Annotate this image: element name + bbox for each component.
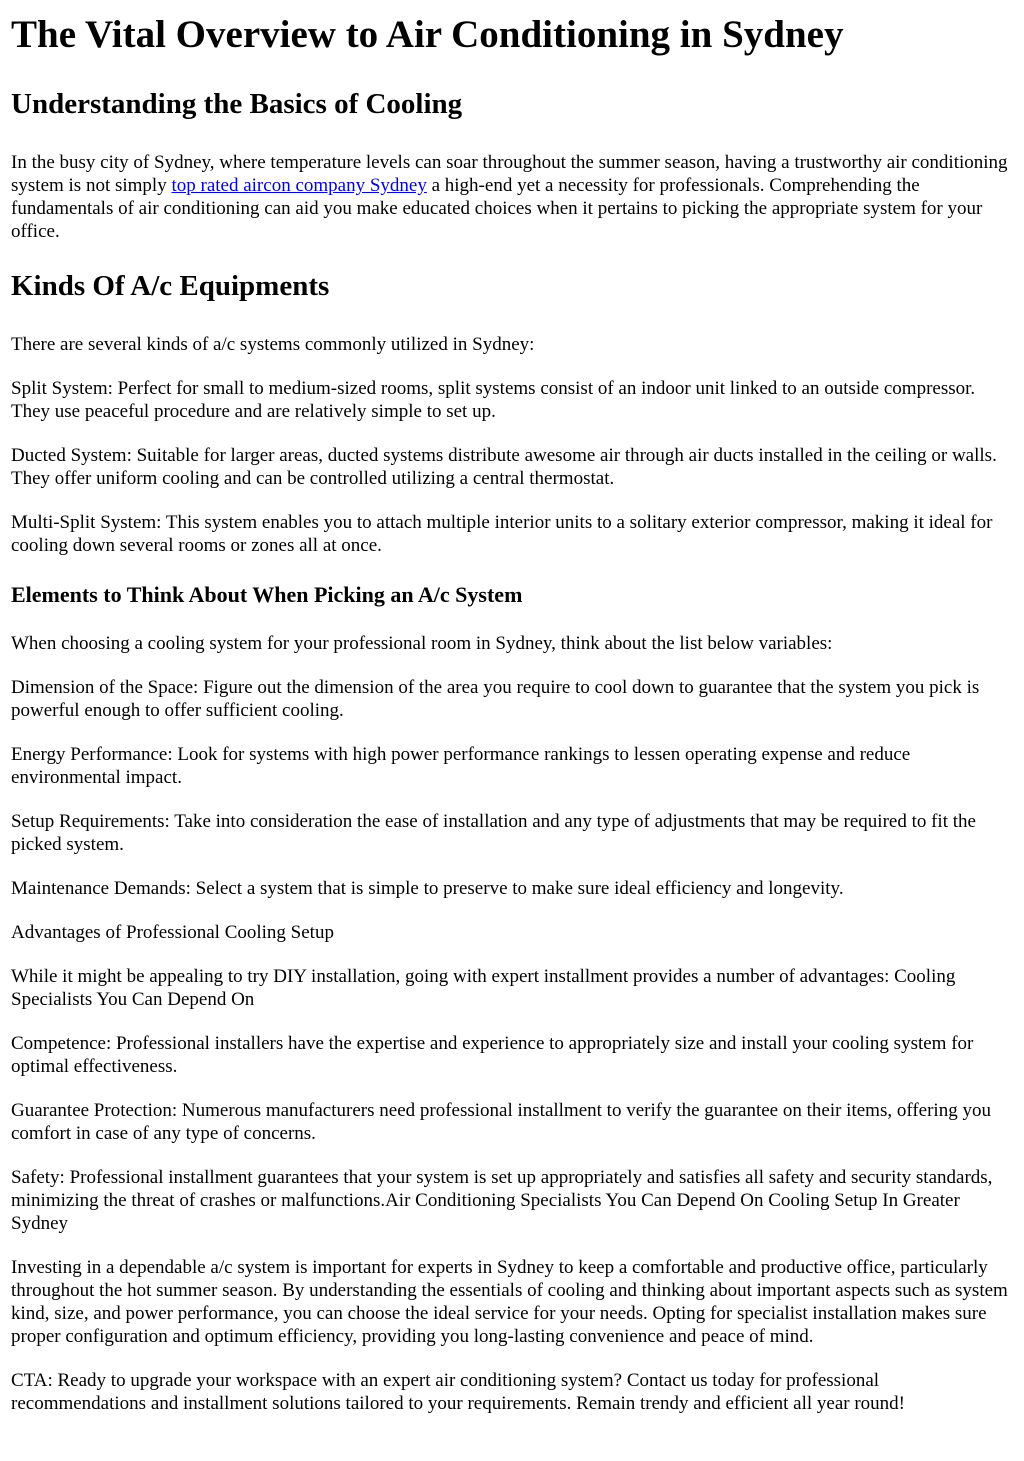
section-heading-elements: Elements to Think About When Picking an A/c System [11,582,523,607]
paragraph-energy-performance: Energy Performance: Look for systems with high power performance rankings to lessen operating expense and reduce environmental impact. [11,744,911,788]
intro-text-before-link: In the busy city of Sydney, where temperature levels can soar throughout the summer season, having a trustworthy air conditioning system is not simply [11,152,1008,196]
advantages-label: Advantages of Professional Cooling Setup [11,922,334,943]
intro-paragraph [11,151,1014,243]
paragraph-space-dimension: Dimension of the Space: Figure out the dimension of the area you require to cool down to guarantee that the system you pick is powerful enough to offer sufficient cooling. [11,677,980,721]
aircon-company-link[interactable]: top rated aircon company Sydney [171,175,427,196]
kinds-intro-paragraph: There are several kinds of a/c systems commonly utilized in Sydney: [11,334,535,355]
paragraph-safety: Safety: Professional installment guarantees that your system is set up appropriately and satisfies all safety and security standards, minimizing the threat of crashes or malfunctions.Air Conditioning Specialists You Can Depend On Cooling Setup In Greater Sydney [11,1167,993,1234]
section-heading-basics: Understanding the Basics of Cooling [11,88,463,120]
paragraph-guarantee-protection: Guarantee Protection: Numerous manufacturers need professional installment to verify the guarantee on their items, offering you comfort in case of any type of concerns. [11,1100,991,1144]
page-title: The Vital Overview to Air Conditioning in Sydney [11,13,844,56]
paragraph-split-system: Split System: Perfect for small to medium-sized rooms, split systems consist of an indoor unit linked to an outside compressor. They use peaceful procedure and are relatively simple to set up. [11,378,976,422]
paragraph-setup-requirements: Setup Requirements: Take into consideration the ease of installation and any type of adjustments that may be required to fit the picked system. [11,811,976,855]
paragraph-maintenance-demands: Maintenance Demands: Select a system that is simple to preserve to make sure ideal efficiency and longevity. [11,878,844,899]
paragraph-ducted-system: Ducted System: Suitable for larger areas, ducted systems distribute awesome air through air ducts installed in the ceiling or walls. They offer uniform cooling and can be controlled utilizing a central thermostat. [11,445,997,489]
section-heading-kinds: Kinds Of A/c Equipments [11,270,330,302]
conclusion-paragraph: Investing in a dependable a/c system is important for experts in Sydney to keep a comfortable and productive office, particularly throughout the hot summer season. By understanding the essentials of cooling and thinking about important aspects such as system kind, size, and power performance, you can choose the ideal service for your needs. Opting for specialist installation makes sure proper configuration and optimum efficiency, providing you long-lasting convenience and peace of mind. [11,1257,1008,1347]
elements-intro-paragraph: When choosing a cooling system for your professional room in Sydney, think about the list below variables: [11,633,833,654]
intro-text-after-link: a high-end yet a necessity for professionals. Comprehending the fundamentals of air conditioning can aid you make educated choices when it pertains to picking the appropriate system for your office. [11,175,983,242]
paragraph-competence: Competence: Professional installers have the expertise and experience to appropriately size and install your cooling system for optimal effectiveness. [11,1033,974,1077]
article [0,13,1024,1415]
advantages-intro-paragraph: While it might be appealing to try DIY installation, going with expert installment provides a number of advantages: Cooling Specialists You Can Depend On [11,966,956,1010]
paragraph-multi-split-system: Multi-Split System: This system enables you to attach multiple interior units to a solitary exterior compressor, making it ideal for cooling down several rooms or zones all at once. [11,512,993,556]
cta-paragraph: CTA: Ready to upgrade your workspace with an expert air conditioning system? Contact us today for professional recommendations and installment solutions tailored to your requirements. Remain trendy and efficient all year round! [11,1370,905,1414]
